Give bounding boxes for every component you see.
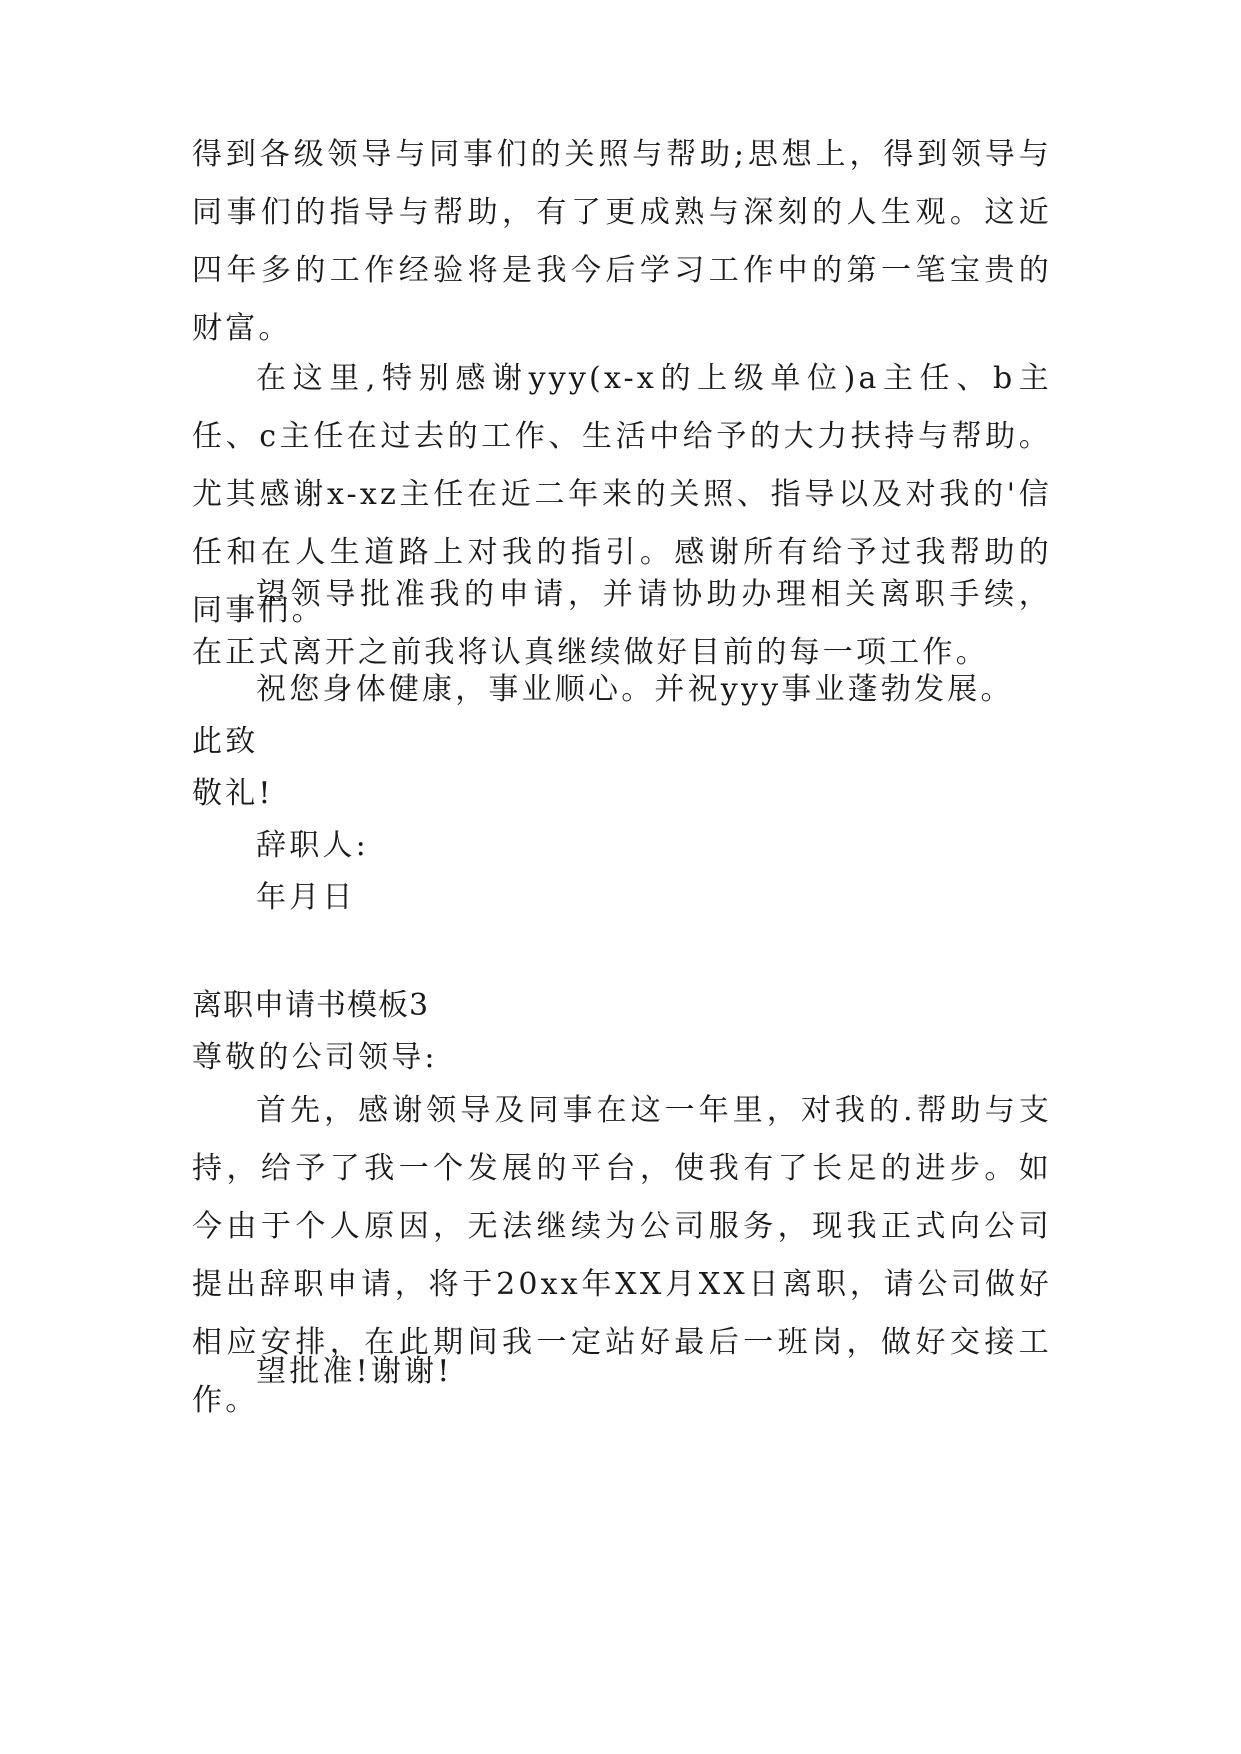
request-line: 望批准!谢谢! <box>256 1354 453 1389</box>
blessing-line: 祝您身体健康，事业顺心。并祝yyy事业蓬勃发展。 <box>256 672 1014 707</box>
section-title: 离职申请书模板3 <box>192 988 430 1023</box>
body-paragraph: 望领导批准我的申请，并请协助办理相关离职手续，在正式离开之前我将认真继续做好目前的每一项工作。 <box>192 577 1052 670</box>
salutation: 尊敬的公司领导: <box>192 1040 438 1075</box>
body-paragraph: 得到各级领导与同事们的关照与帮助;思想上，得到领导与同事们的指导与帮助，有了更成熟与深刻的人生观。这近四年多的工作经验将是我今后学习工作中的第一笔宝贵的财富。 <box>192 137 1052 346</box>
closing-line: 此致 <box>192 724 259 759</box>
date-label: 年月日 <box>256 880 356 915</box>
signature-label: 辞职人: <box>256 828 369 863</box>
closing-line: 敬礼! <box>192 776 274 811</box>
body-paragraph: 首先，感谢领导及同事在这一年里，对我的.帮助与支持，给予了我一个发展的平台，使我有了长足的进步。如今由于个人原因，无法继续为公司服务，现我正式向公司提出辞职申请，将于20xx年XX月XX日离职，请公司做好相应安排，在此期间我一定站好最后一班岗，做好交接工作。 <box>192 1093 1052 1418</box>
body-paragraph: 在这里,特别感谢yyy(x-x的上级单位)a主任、b主任、c主任在过去的工作、生活中给予的大力扶持与帮助。尤其感谢x-xz主任在近二年来的关照、指导以及对我的'信任和在人生道路上对我的指引。感谢所有给予过我帮助的同事们。 <box>192 361 1052 628</box>
